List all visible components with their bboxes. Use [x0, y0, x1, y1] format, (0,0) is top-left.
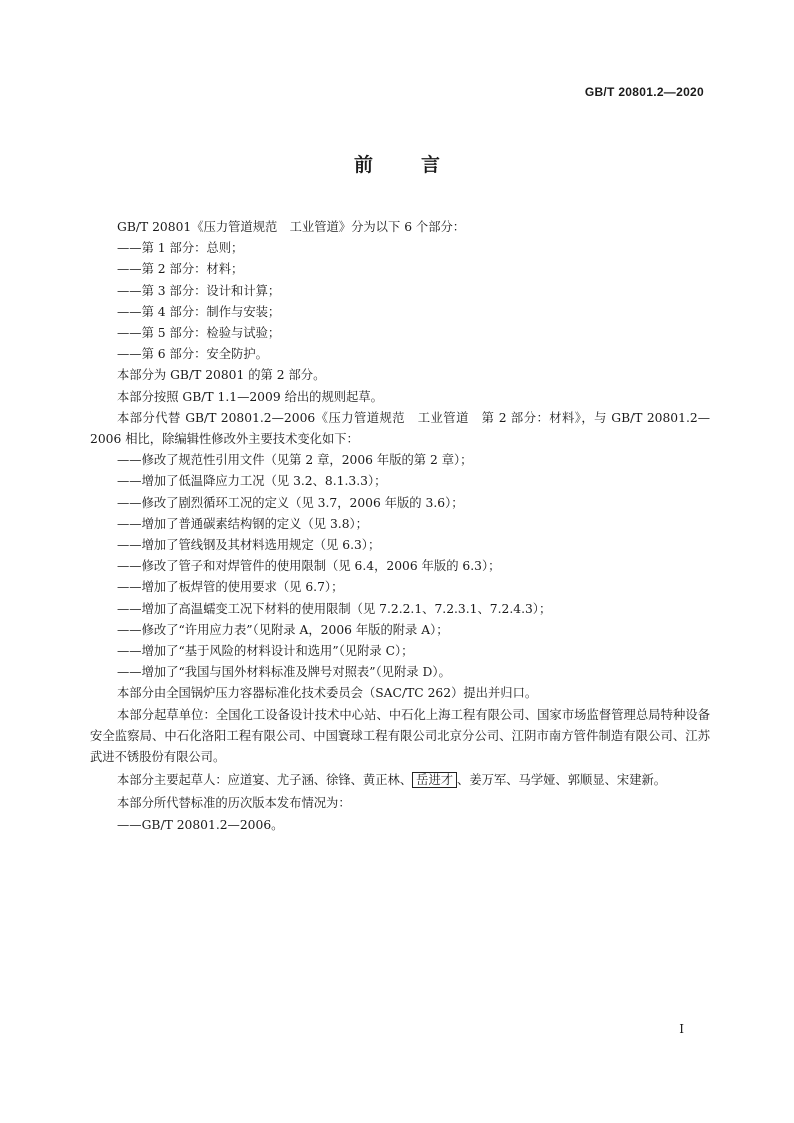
drafting-units-paragraph: 本部分起草单位：全国化工设备设计技术中心站、中石化上海工程有限公司、国家市场监督管理总局特种设备安全监察局、中石化洛阳工程有限公司、中国寰球工程有限公司北京分公司、江阴市南方管件制造有限公司、江苏武进不锈股份有限公司。 [90, 707, 710, 765]
history-item: ——GB/T 20801.2—2006。 [117, 817, 284, 832]
list-item: ——第 6 部分：安全防护。 [117, 347, 268, 362]
list-item: ——第 1 部分：总则； [117, 241, 244, 256]
change-item: ——修改了“许用应力表”（见附录 A，2006 年版的附录 A）； [117, 622, 449, 637]
proposed-by-paragraph: 本部分由全国锅炉压力容器标准化技术委员会（SAC/TC 262）提出并归口。 [117, 686, 538, 701]
intro-paragraph: GB/T 20801《压力管道规范 工业管道》分为以下 6 个部分： [117, 220, 466, 234]
list-item: ——第 4 部分：制作与安装； [117, 304, 281, 319]
history-intro-paragraph: 本部分所代替标准的历次版本发布情况为： [117, 796, 351, 811]
this-part-paragraph: 本部分为 GB/T 20801 的第 2 部分。 [117, 368, 326, 383]
highlighted-drafter: 岳进才 [412, 772, 457, 788]
change-item: ——修改了管子和对焊管件的使用限制（见 6.4，2006 年版的 6.3）； [117, 559, 501, 574]
change-item: ——增加了低温降应力工况（见 3.2、8.1.3.3）； [117, 474, 387, 489]
list-item: ——第 5 部分：检验与试验； [117, 326, 281, 341]
list-item: ——第 2 部分：材料； [117, 262, 244, 277]
change-item: ——增加了“基于风险的材料设计和选用”（见附录 C）； [117, 644, 414, 659]
drafters-paragraph [90, 770, 710, 791]
change-item: ——增加了“我国与国外材料标准及牌号对照表”（见附录 D）。 [117, 665, 451, 680]
change-item: ——修改了规范性引用文件（见第 2 章，2006 年版的第 2 章）； [117, 453, 473, 468]
drafters-prefix: 本部分主要起草人：应道宴、尤子涵、徐锋、黄正林、 [117, 773, 413, 788]
page-title: 前言 [353, 154, 488, 176]
replaces-paragraph: 本部分代替 GB/T 20801.2—2006《压力管道规范 工业管道 第 2 部分：材料》，与 GB/T 20801.2—2006 相比，除编辑性修改外主要技术变化如下： [90, 410, 710, 447]
standard-number: GB/T 20801.2—2020 [584, 85, 704, 99]
drafters-suffix: 、姜万军、马学娅、郭顺显、宋建新。 [457, 773, 667, 788]
drafting-rule-paragraph: 本部分按照 GB/T 1.1—2009 给出的规则起草。 [117, 389, 383, 404]
change-item: ——增加了高温蠕变工况下材料的使用限制（见 7.2.2.1、7.2.3.1、7.2.4.3）； [117, 601, 552, 616]
list-item: ——第 3 部分：设计和计算； [117, 283, 281, 298]
change-item: ——修改了剧烈循环工况的定义（见 3.7，2006 年版的 3.6）； [117, 495, 464, 510]
page-number: I [679, 1022, 684, 1036]
foreword-body [90, 217, 710, 836]
change-item: ——增加了板焊管的使用要求（见 6.7）； [117, 580, 344, 595]
change-item: ——增加了管线钢及其材料选用规定（见 6.3）； [117, 538, 381, 553]
change-item: ——增加了普通碳素结构钢的定义（见 3.8）； [117, 516, 368, 531]
